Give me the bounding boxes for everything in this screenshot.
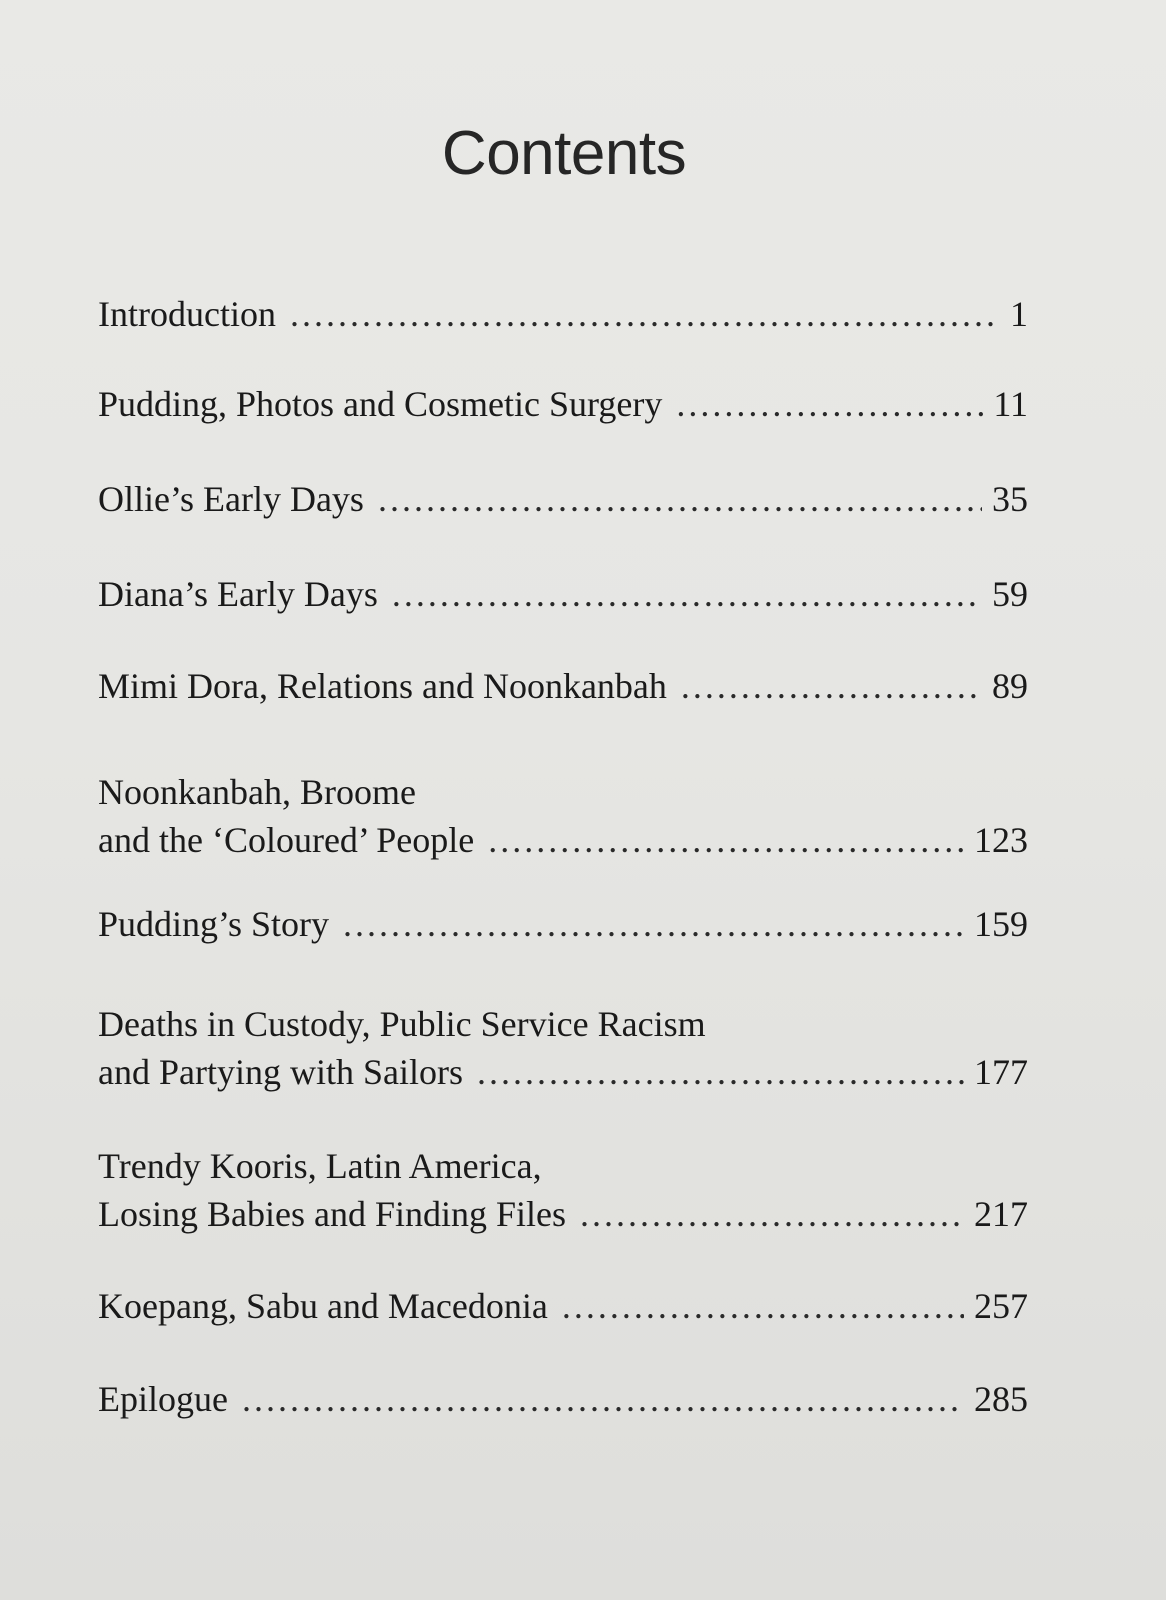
toc-entry-title: Pudding, Photos and Cosmetic Surgery — [98, 384, 663, 424]
toc-entry-deaths-in-custody[interactable] — [98, 1000, 1028, 1096]
toc-entry-title-first-line: Deaths in Custody, Public Service Racism — [98, 1004, 706, 1044]
toc-entry-title: Epilogue — [98, 1379, 228, 1419]
toc-page-number: 1 — [1010, 294, 1028, 334]
toc-page-number: 123 — [974, 820, 1028, 860]
toc-entry-noonkanbah-broome[interactable] — [98, 768, 1028, 864]
toc-entry-title: Ollie’s Early Days — [98, 479, 364, 519]
toc-row — [98, 475, 1028, 523]
dot-leader — [378, 475, 982, 523]
toc-row — [98, 662, 1028, 710]
toc-entry-title: Koepang, Sabu and Macedonia — [98, 1286, 548, 1326]
toc-entry-mimi-dora[interactable] — [98, 662, 1028, 710]
toc-entry-puddings-story[interactable] — [98, 900, 1028, 948]
dot-leader — [392, 570, 982, 618]
toc-entry-title: Pudding’s Story — [98, 904, 330, 944]
toc-row — [98, 1190, 1028, 1238]
toc-entry-title: and the ‘Coloured’ People — [98, 820, 475, 860]
toc-page-number: 257 — [974, 1286, 1028, 1326]
toc-entry-title-first-line: Trendy Kooris, Latin America, — [98, 1146, 542, 1186]
toc-page-number: 177 — [974, 1052, 1028, 1092]
dot-leader — [290, 290, 1000, 338]
toc-entry-title: Losing Babies and Finding Files — [98, 1194, 566, 1234]
dot-leader — [488, 816, 964, 864]
dot-leader — [681, 662, 982, 710]
toc-row — [98, 1282, 1028, 1330]
toc-page-number: 59 — [992, 574, 1028, 614]
toc-entry-trendy-kooris[interactable] — [98, 1142, 1028, 1238]
toc-row — [98, 1375, 1028, 1423]
toc-row — [98, 290, 1028, 338]
toc-page-number: 89 — [992, 666, 1028, 706]
toc-row — [98, 380, 1028, 428]
toc-entry-pudding-photos[interactable] — [98, 380, 1028, 428]
toc-entry-ollies-early-days[interactable] — [98, 475, 1028, 523]
toc-entry-dianas-early-days[interactable] — [98, 570, 1028, 618]
dot-leader — [562, 1282, 964, 1330]
toc-row — [98, 816, 1028, 864]
toc-entry-koepang[interactable] — [98, 1282, 1028, 1330]
dot-leader — [242, 1375, 964, 1423]
toc-entry-epilogue[interactable] — [98, 1375, 1028, 1423]
toc-row — [98, 1048, 1028, 1096]
dot-leader — [580, 1190, 964, 1238]
toc-entry-title: Diana’s Early Days — [98, 574, 378, 614]
toc-entry-title-first-line: Noonkanbah, Broome — [98, 772, 416, 812]
toc-entry-title: Mimi Dora, Relations and Noonkanbah — [98, 666, 667, 706]
toc-entry-introduction[interactable] — [98, 290, 1028, 338]
toc-entry-title: and Partying with Sailors — [98, 1052, 463, 1092]
toc-page-number: 35 — [992, 479, 1028, 519]
toc-page-number: 217 — [974, 1194, 1028, 1234]
dot-leader — [477, 1048, 964, 1096]
toc-entry-title: Introduction — [98, 294, 276, 334]
toc-page-number: 11 — [993, 384, 1028, 424]
toc-page-number: 159 — [974, 904, 1028, 944]
toc-row — [98, 900, 1028, 948]
toc-row — [98, 570, 1028, 618]
dot-leader — [676, 380, 983, 428]
page-title: Contents — [441, 119, 687, 188]
dot-leader — [343, 900, 964, 948]
toc-page-number: 285 — [974, 1379, 1028, 1419]
